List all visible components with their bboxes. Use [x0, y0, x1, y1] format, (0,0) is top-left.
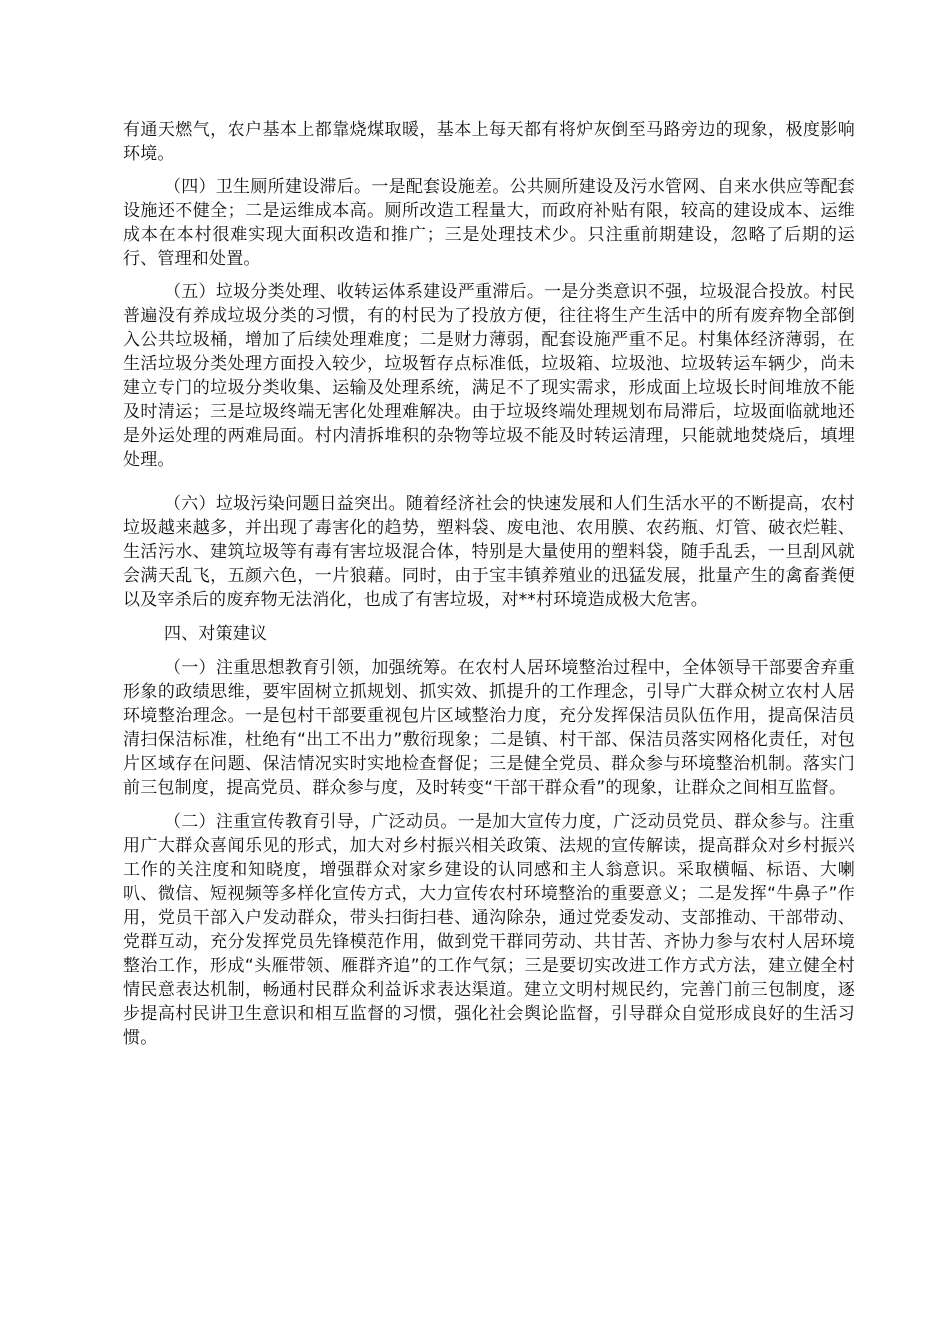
- paragraph-section-4: （四）卫生厕所建设滞后。一是配套设施差。公共厕所建设及污水管网、自来水供应等配套设施还不健全；二是运维成本高。厕所改造工程量大，而政府补贴有限，较高的建设成本、运维成本在本村很难实现大面积改造和推广；三是处理技术少。只注重前期建设，忽略了后期的运行、管理和处置。: [123, 177, 855, 269]
- document-body: [123, 118, 855, 1050]
- section-heading-countermeasures: 四、对策建议: [164, 624, 268, 644]
- paragraph-continuation: 有通天燃气，农户基本上都靠烧煤取暖，基本上每天都有将炉灰倒至马路旁边的现象，极度影响环境。: [123, 120, 855, 164]
- paragraph-section-5: （五）垃圾分类处理、收转运体系建设严重滞后。一是分类意识不强，垃圾混合投放。村民普遍没有养成垃圾分类的习惯，有的村民为了投放方便，往往将生产生活中的所有废弃物全部倒入公共垃圾桶，增加了后续处理难度；二是财力薄弱，配套设施严重不足。村集体经济薄弱，在生活垃圾分类处理方面投入较少，垃圾暂存点标准低，垃圾箱、垃圾池、垃圾转运车辆少，尚未建立专门的垃圾分类收集、运输及处理系统，满足不了现实需求，形成面上垃圾长时间堆放不能及时清运；三是垃圾终端无害化处理难解决。由于垃圾终端处理规划布局滞后，垃圾面临就地还是外运处理的两难局面。村内清拆堆积的杂物等垃圾不能及时转运清理，只能就地焚烧后，填埋处理。: [123, 282, 855, 470]
- paragraph-countermeasure-1: （一）注重思想教育引领，加强统筹。在农村人居环境整治过程中，全体领导干部要舍弃重形象的政绩思维，要牢固树立抓规划、抓实效、抓提升的工作理念，引导广大群众树立农村人居环境整治理念。一是包村干部要重视包片区域整治力度，充分发挥保洁员队伍作用，提高保洁员清扫保洁标准，杜绝有“出工不出力”敷衍现象；二是镇、村干部、保洁员落实网格化责任，对包片区域存在问题、保洁情况实时实地检查督促；三是健全党员、群众参与环境整治机制。落实门前三包制度，提高党员、群众参与度，及时转变“干部干群众看”的现象，让群众之间相互监督。: [123, 658, 855, 798]
- paragraph-countermeasure-2: （二）注重宣传教育引导，广泛动员。一是加大宣传力度，广泛动员党员、群众参与。注重用广大群众喜闻乐见的形式，加大对乡村振兴相关政策、法规的宣传解读，提高群众对乡村振兴工作的关注度和知晓度，增强群众对家乡建设的认同感和主人翁意识。采取横幅、标语、大喇叭、微信、短视频等多样化宣传方式，大力宣传农村环境整治的重要意义；二是发挥“牛鼻子”作用，党员干部入户发动群众，带头扫街扫巷、通沟除杂，通过党委发动、支部推动、干部带动、党群互动，充分发挥党员先锋模范作用，做到党干群同劳动、共甘苦、齐协力参与农村人居环境整治工作，形成“头雁带领、雁群齐追”的工作气氛；三是要切实改进工作方式方法，建立健全村情民意表达机制，畅通村民群众利益诉求表达渠道。建立文明村规民约，完善门前三包制度，逐步提高村民讲卫生意识和相互监督的习惯，强化社会舆论监督，引导群众自觉形成良好的生活习惯。: [123, 812, 855, 1048]
- paragraph-section-6: （六）垃圾污染问题日益突出。随着经济社会的快速发展和人们生活水平的不断提高，农村垃圾越来越多，并出现了毒害化的趋势，塑料袋、废电池、农用膜、农药瓶、灯管、破衣烂鞋、生活污水、建筑垃圾等有毒有害垃圾混合体，特别是大量使用的塑料袋，随手乱丢，一旦刮风就会满天乱飞，五颜六色，一片狼藉。同时，由于宝丰镇养殖业的迅猛发展，批量产生的禽畜粪便以及宰杀后的废弃物无法消化，也成了有害垃圾，对**村环境造成极大危害。: [123, 494, 855, 610]
